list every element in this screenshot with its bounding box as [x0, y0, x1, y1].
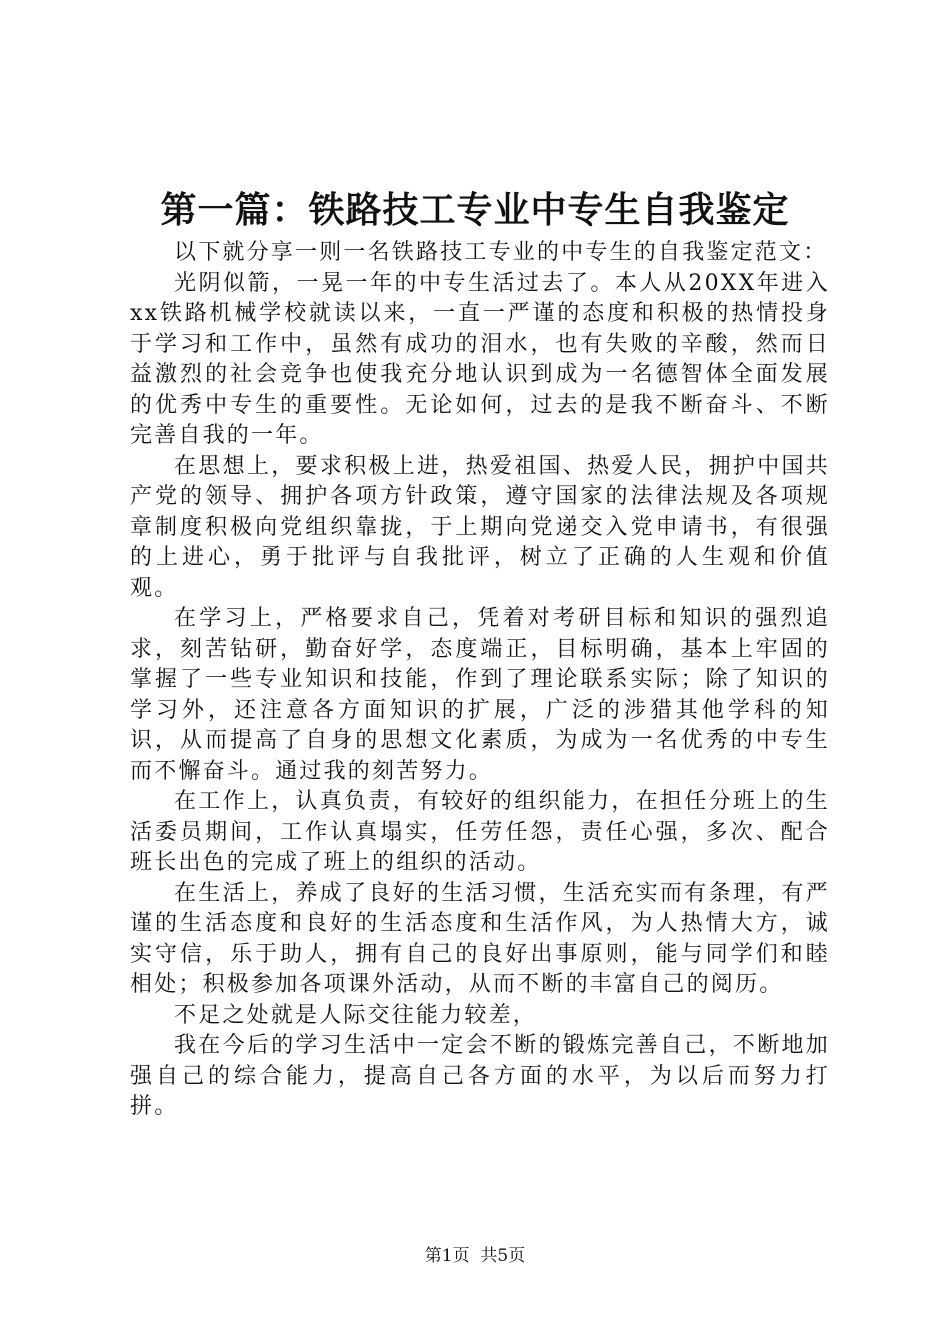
page-footer: [0, 1244, 950, 1268]
page-number: 第1页: [424, 1246, 470, 1266]
page-total: 共5页: [480, 1246, 526, 1266]
paragraph-study: 在学习上，严格要求自己，凭着对考研目标和知识的强烈追求，刻苦钻研，勤奋好学，态度端正，目标明确，基本上牢固的掌握了一些专业知识和技能，作到了理论联系实际；除了知识的学习外，还注意各方面知识的扩展，广泛的涉猎其他学科的知识，从而提高了自身的思想文化素质，为成为一名优秀的中专生而不懈奋斗。通过我的刻苦努力。: [130, 606, 830, 784]
paragraph-overview: 光阴似箭，一晃一年的中专生活过去了。本人从20XX年进入xx铁路机械学校就读以来，一直一严谨的态度和积极的热情投身于学习和工作中，虽然有成功的泪水，也有失败的辛酸，然而日益激烈的社会竞争也使我充分地认识到成为一名德智体全面发展的优秀中专生的重要性。无论如何，过去的是我不断奋斗、不断完善自我的一年。: [130, 270, 830, 448]
document-title: 第一篇：铁路技工专业中专生自我鉴定: [160, 189, 790, 231]
paragraph-work: 在工作上，认真负责，有较好的组织能力，在担任分班上的生活委员期间，工作认真塌实，任劳任怨，责任心强，多次、配合班长出色的完成了班上的组织的活动。: [130, 789, 830, 875]
paragraph-intro: 以下就分享一则一名铁路技工专业的中专生的自我鉴定范文：: [174, 240, 828, 265]
paragraph-thought: 在思想上，要求积极上进，热爱祖国、热爱人民，拥护中国共产党的领导、拥护各项方针政策，遵守国家的法律法规及各项规章制度积极向党组织靠拢，于上期向党递交入党申请书，有很强的上进心，勇于批评与自我批评，树立了正确的人生观和价值观。: [130, 453, 830, 601]
paragraph-outlook: 我在今后的学习生活中一定会不断的锻炼完善自己，不断地加强自己的综合能力，提高自己各方面的水平，为以后而努力打拼。: [130, 1033, 830, 1119]
paragraph-shortcoming: 不足之处就是人际交往能力较差，: [174, 1002, 538, 1028]
document-body: [130, 238, 830, 1123]
paragraph-life: 在生活上，养成了良好的生活习惯，生活充实而有条理，有严谨的生活态度和良好的生活态度和生活作风，为人热情大方，诚实守信，乐于助人，拥有自己的良好出事原则，能与同学们和睦相处；积极参加各项课外活动，从而不断的丰富自己的阅历。: [130, 880, 830, 997]
